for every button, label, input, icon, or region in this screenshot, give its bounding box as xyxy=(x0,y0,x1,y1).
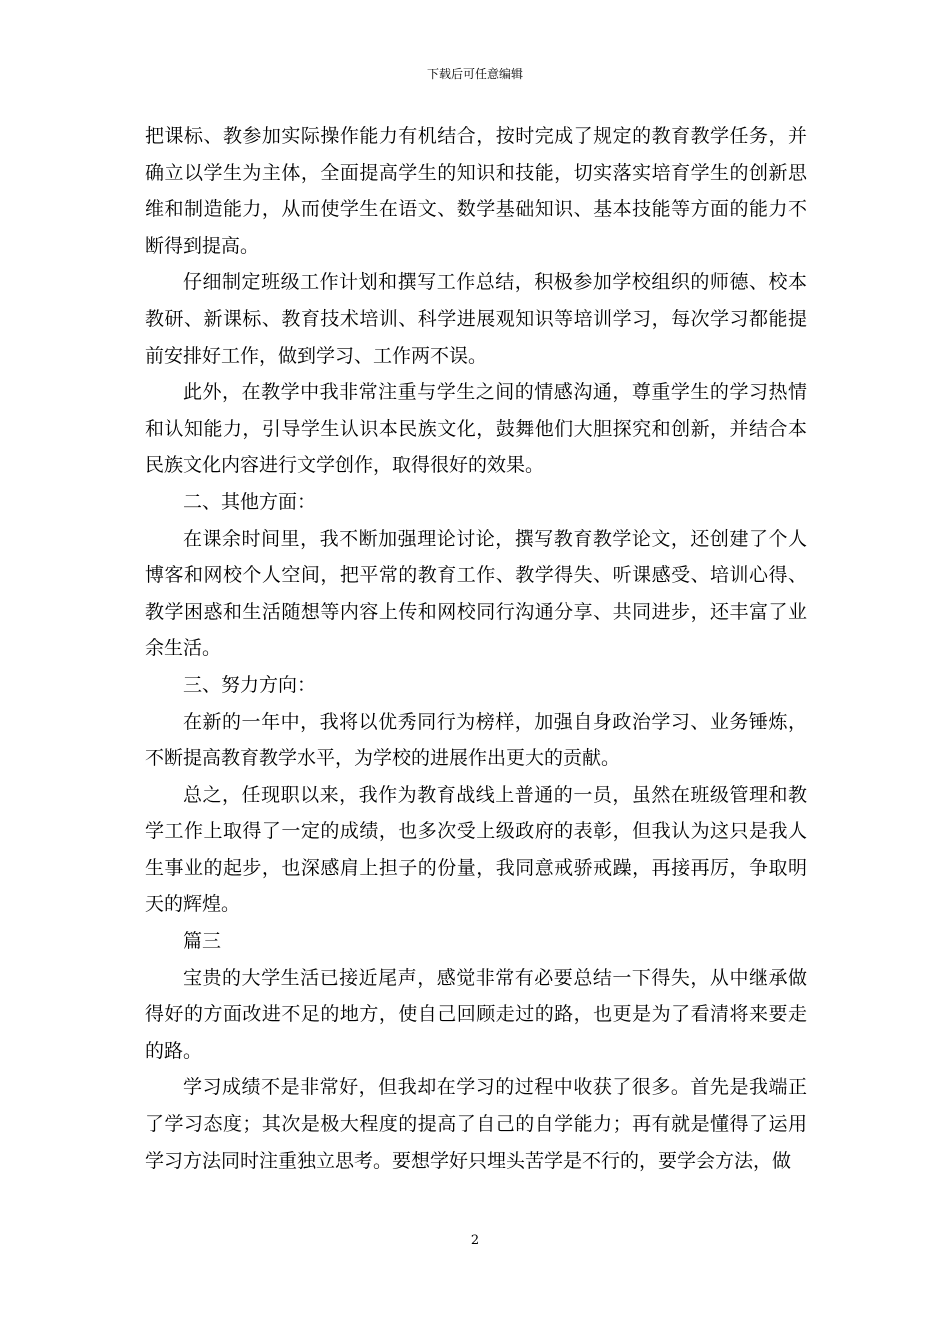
section-heading-other: 二、其他方面： xyxy=(183,490,317,513)
paragraph-8: 学习成绩不是非常好，但我却在学习的过程中收获了很多。首先是我端正了学习态度；其次是极大程度的提高了自己的自学能力；再有就是懂得了运用学习方法同时注重独立思考。要想学好只埋头苦学是不行的，要学会方法，做 xyxy=(145,1076,807,1172)
section-heading-direction: 三、努力方向： xyxy=(183,673,317,696)
paragraph-3: 此外，在教学中我非常注重与学生之间的情感沟通，尊重学生的学习热情和认知能力，引导学生认识本民族文化，鼓舞他们大胆探究和创新，并结合本民族文化内容进行文学创作，取得很好的效果。 xyxy=(145,381,807,477)
page-number: 2 xyxy=(470,1233,480,1248)
paragraph-7: 宝贵的大学生活已接近尾声，感觉非常有必要总结一下得失，从中继承做得好的方面改进不足的地方，使自己回顾走过的路，也更是为了看清将来要走的路。 xyxy=(145,966,807,1062)
section-heading-part-three: 篇三 xyxy=(183,930,222,953)
paragraph-6: 总之，任现职以来，我作为教育战线上普通的一员，虽然在班级管理和教学工作上取得了一定的成绩，也多次受上级政府的表彰，但我认为这只是我人生事业的起步，也深感肩上担子的份量，我同意戒骄戒躁，再接再厉，争取明天的辉煌。 xyxy=(145,783,807,916)
paragraph-2: 仔细制定班级工作计划和撰写工作总结，积极参加学校组织的师德、校本教研、新课标、教育技术培训、科学进展观知识等培训学习，每次学习都能提前安排好工作，做到学习、工作两不误。 xyxy=(145,271,807,367)
paragraph-5: 在新的一年中，我将以优秀同行为榜样，加强自身政治学习、业务锤炼，不断提高教育教学水平，为学校的进展作出更大的贡献。 xyxy=(145,710,807,770)
page-header: 下载后可任意编辑 xyxy=(426,67,523,81)
document-body xyxy=(145,118,807,1179)
paragraph-1: 把课标、教参加实际操作能力有机结合，按时完成了规定的教育教学任务，并确立以学生为主体，全面提高学生的知识和技能，切实落实培育学生的创新思维和制造能力，从而使学生在语文、数学基础知识、基本技能等方面的能力不断得到提高。 xyxy=(145,125,807,257)
paragraph-4: 在课余时间里，我不断加强理论讨论，撰写教育教学论文，还创建了个人博客和网校个人空间，把平常的教育工作、教学得失、听课感受、培训心得、教学困惑和生活随想等内容上传和网校同行沟通分享、共同进步，还丰富了业余生活。 xyxy=(145,527,807,660)
